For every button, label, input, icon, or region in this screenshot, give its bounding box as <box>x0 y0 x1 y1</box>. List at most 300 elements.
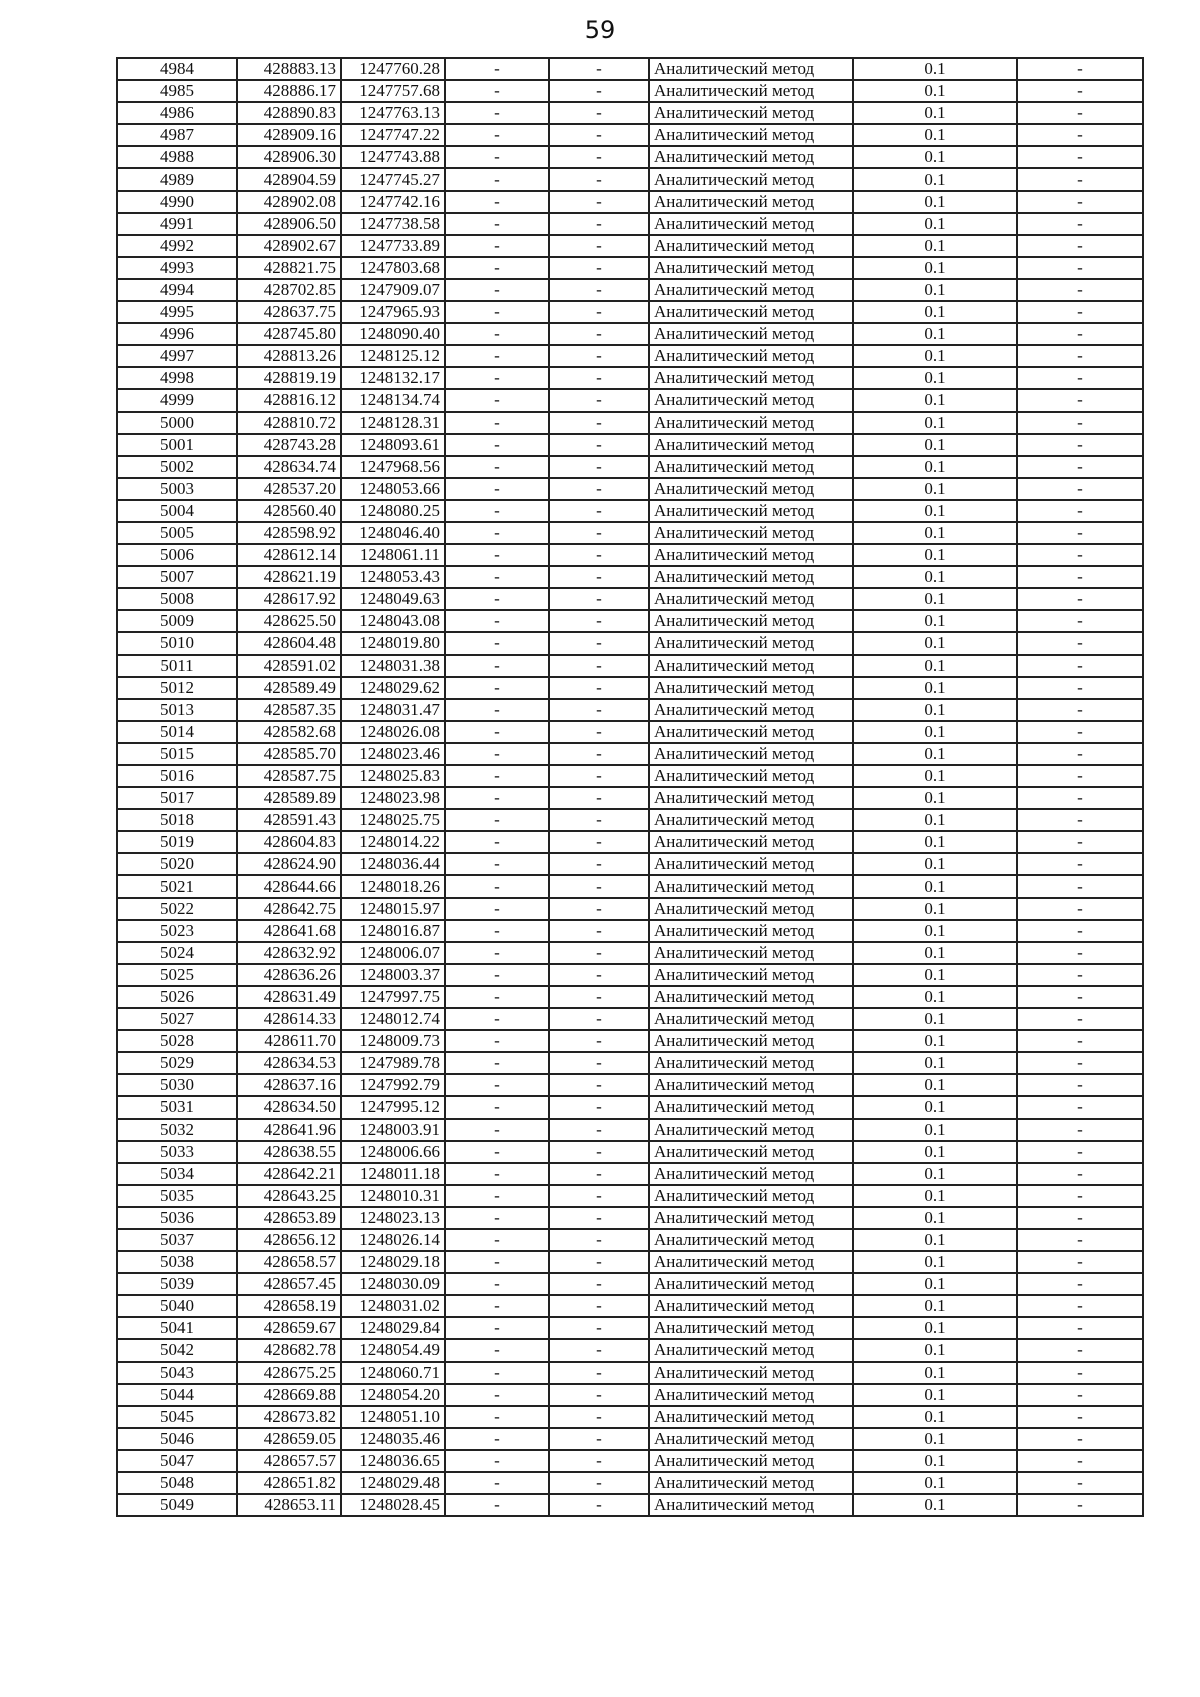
dash-cell: - <box>549 699 649 721</box>
method-cell: Аналитический метод <box>649 655 853 677</box>
x-coordinate-cell: 428589.49 <box>237 677 341 699</box>
x-coordinate-cell: 428651.82 <box>237 1472 341 1494</box>
x-coordinate-cell: 428612.14 <box>237 544 341 566</box>
dash-cell: - <box>549 257 649 279</box>
x-coordinate-cell: 428658.19 <box>237 1295 341 1317</box>
x-coordinate-cell: 428906.50 <box>237 213 341 235</box>
y-coordinate-cell: 1247747.22 <box>341 124 445 146</box>
method-cell: Аналитический метод <box>649 434 853 456</box>
dash-cell: - <box>549 235 649 257</box>
y-coordinate-cell: 1248031.02 <box>341 1295 445 1317</box>
method-cell: Аналитический метод <box>649 986 853 1008</box>
table-row <box>117 1229 1143 1251</box>
dash-cell: - <box>549 1428 649 1450</box>
precision-cell: 0.1 <box>853 1450 1017 1472</box>
x-coordinate-cell: 428643.25 <box>237 1185 341 1207</box>
method-cell: Аналитический метод <box>649 1119 853 1141</box>
x-coordinate-cell: 428604.48 <box>237 632 341 654</box>
precision-cell: 0.1 <box>853 677 1017 699</box>
dash-cell: - <box>549 301 649 323</box>
dash-cell: - <box>445 831 549 853</box>
table-row <box>117 1096 1143 1118</box>
point-number-cell: 5032 <box>117 1119 237 1141</box>
dash-cell: - <box>1017 964 1143 986</box>
precision-cell: 0.1 <box>853 522 1017 544</box>
table-row <box>117 1141 1143 1163</box>
y-coordinate-cell: 1247757.68 <box>341 80 445 102</box>
dash-cell: - <box>549 102 649 124</box>
x-coordinate-cell: 428821.75 <box>237 257 341 279</box>
dash-cell: - <box>1017 566 1143 588</box>
y-coordinate-cell: 1247738.58 <box>341 213 445 235</box>
dash-cell: - <box>445 1362 549 1384</box>
dash-cell: - <box>549 677 649 699</box>
dash-cell: - <box>1017 412 1143 434</box>
dash-cell: - <box>1017 80 1143 102</box>
dash-cell: - <box>1017 279 1143 301</box>
precision-cell: 0.1 <box>853 1096 1017 1118</box>
dash-cell: - <box>1017 1494 1143 1516</box>
x-coordinate-cell: 428641.68 <box>237 920 341 942</box>
dash-cell: - <box>1017 1317 1143 1339</box>
page-number: 59 <box>584 16 616 44</box>
table-row <box>117 58 1143 80</box>
dash-cell: - <box>549 1030 649 1052</box>
y-coordinate-cell: 1248049.63 <box>341 588 445 610</box>
table-row <box>117 1295 1143 1317</box>
method-cell: Аналитический метод <box>649 544 853 566</box>
x-coordinate-cell: 428657.57 <box>237 1450 341 1472</box>
dash-cell: - <box>1017 1295 1143 1317</box>
precision-cell: 0.1 <box>853 146 1017 168</box>
point-number-cell: 5029 <box>117 1052 237 1074</box>
point-number-cell: 5046 <box>117 1428 237 1450</box>
table-row <box>117 743 1143 765</box>
method-cell: Аналитический метод <box>649 500 853 522</box>
table-row <box>117 1008 1143 1030</box>
dash-cell: - <box>445 1428 549 1450</box>
x-coordinate-cell: 428637.16 <box>237 1074 341 1096</box>
table-row <box>117 412 1143 434</box>
table-row <box>117 345 1143 367</box>
table-row <box>117 1207 1143 1229</box>
point-number-cell: 5011 <box>117 655 237 677</box>
precision-cell: 0.1 <box>853 1207 1017 1229</box>
point-number-cell: 5008 <box>117 588 237 610</box>
method-cell: Аналитический метод <box>649 853 853 875</box>
y-coordinate-cell: 1248016.87 <box>341 920 445 942</box>
dash-cell: - <box>549 610 649 632</box>
point-number-cell: 5020 <box>117 853 237 875</box>
dash-cell: - <box>445 146 549 168</box>
dash-cell: - <box>1017 677 1143 699</box>
y-coordinate-cell: 1248031.47 <box>341 699 445 721</box>
dash-cell: - <box>1017 1207 1143 1229</box>
y-coordinate-cell: 1248134.74 <box>341 389 445 411</box>
method-cell: Аналитический метод <box>649 1207 853 1229</box>
dash-cell: - <box>549 964 649 986</box>
point-number-cell: 4998 <box>117 367 237 389</box>
method-cell: Аналитический метод <box>649 1339 853 1361</box>
table-row <box>117 1074 1143 1096</box>
y-coordinate-cell: 1248054.20 <box>341 1384 445 1406</box>
dash-cell: - <box>445 478 549 500</box>
precision-cell: 0.1 <box>853 610 1017 632</box>
precision-cell: 0.1 <box>853 853 1017 875</box>
x-coordinate-cell: 428743.28 <box>237 434 341 456</box>
point-number-cell: 5013 <box>117 699 237 721</box>
dash-cell: - <box>1017 1428 1143 1450</box>
table-row <box>117 1406 1143 1428</box>
point-number-cell: 5041 <box>117 1317 237 1339</box>
dash-cell: - <box>549 1362 649 1384</box>
dash-cell: - <box>549 1141 649 1163</box>
table-row <box>117 920 1143 942</box>
dash-cell: - <box>445 1119 549 1141</box>
precision-cell: 0.1 <box>853 964 1017 986</box>
y-coordinate-cell: 1248018.26 <box>341 875 445 897</box>
precision-cell: 0.1 <box>853 478 1017 500</box>
dash-cell: - <box>1017 1096 1143 1118</box>
dash-cell: - <box>1017 1119 1143 1141</box>
dash-cell: - <box>1017 1185 1143 1207</box>
dash-cell: - <box>549 1229 649 1251</box>
x-coordinate-cell: 428657.45 <box>237 1273 341 1295</box>
precision-cell: 0.1 <box>853 942 1017 964</box>
y-coordinate-cell: 1248029.48 <box>341 1472 445 1494</box>
point-number-cell: 5021 <box>117 875 237 897</box>
point-number-cell: 5043 <box>117 1362 237 1384</box>
point-number-cell: 5004 <box>117 500 237 522</box>
dash-cell: - <box>549 853 649 875</box>
point-number-cell: 5000 <box>117 412 237 434</box>
table-row <box>117 500 1143 522</box>
dash-cell: - <box>549 544 649 566</box>
dash-cell: - <box>549 1008 649 1030</box>
y-coordinate-cell: 1248006.07 <box>341 942 445 964</box>
x-coordinate-cell: 428587.75 <box>237 765 341 787</box>
dash-cell: - <box>1017 102 1143 124</box>
dash-cell: - <box>1017 743 1143 765</box>
method-cell: Аналитический метод <box>649 677 853 699</box>
dash-cell: - <box>445 677 549 699</box>
table-row <box>117 875 1143 897</box>
point-number-cell: 5023 <box>117 920 237 942</box>
method-cell: Аналитический метод <box>649 699 853 721</box>
method-cell: Аналитический метод <box>649 1052 853 1074</box>
point-number-cell: 5012 <box>117 677 237 699</box>
y-coordinate-cell: 1248029.18 <box>341 1251 445 1273</box>
x-coordinate-cell: 428582.68 <box>237 721 341 743</box>
y-coordinate-cell: 1248003.91 <box>341 1119 445 1141</box>
precision-cell: 0.1 <box>853 1406 1017 1428</box>
y-coordinate-cell: 1247909.07 <box>341 279 445 301</box>
point-number-cell: 4984 <box>117 58 237 80</box>
precision-cell: 0.1 <box>853 456 1017 478</box>
dash-cell: - <box>445 323 549 345</box>
dash-cell: - <box>549 367 649 389</box>
precision-cell: 0.1 <box>853 544 1017 566</box>
table-row <box>117 898 1143 920</box>
dash-cell: - <box>445 345 549 367</box>
point-number-cell: 5030 <box>117 1074 237 1096</box>
table-row <box>117 389 1143 411</box>
dash-cell: - <box>445 743 549 765</box>
table-row <box>117 942 1143 964</box>
dash-cell: - <box>1017 898 1143 920</box>
point-number-cell: 5014 <box>117 721 237 743</box>
precision-cell: 0.1 <box>853 168 1017 190</box>
dash-cell: - <box>549 1494 649 1516</box>
precision-cell: 0.1 <box>853 102 1017 124</box>
dash-cell: - <box>445 920 549 942</box>
dash-cell: - <box>445 102 549 124</box>
method-cell: Аналитический метод <box>649 1450 853 1472</box>
table-row <box>117 1052 1143 1074</box>
dash-cell: - <box>445 434 549 456</box>
dash-cell: - <box>549 1406 649 1428</box>
table-row <box>117 213 1143 235</box>
dash-cell: - <box>445 964 549 986</box>
dash-cell: - <box>445 632 549 654</box>
point-number-cell: 5026 <box>117 986 237 1008</box>
y-coordinate-cell: 1247803.68 <box>341 257 445 279</box>
dash-cell: - <box>445 1472 549 1494</box>
dash-cell: - <box>445 213 549 235</box>
method-cell: Аналитический метод <box>649 191 853 213</box>
dash-cell: - <box>1017 1273 1143 1295</box>
point-number-cell: 5045 <box>117 1406 237 1428</box>
y-coordinate-cell: 1248029.62 <box>341 677 445 699</box>
precision-cell: 0.1 <box>853 279 1017 301</box>
dash-cell: - <box>445 853 549 875</box>
table-row <box>117 1251 1143 1273</box>
table-row <box>117 986 1143 1008</box>
method-cell: Аналитический метод <box>649 743 853 765</box>
point-number-cell: 4986 <box>117 102 237 124</box>
table-row <box>117 279 1143 301</box>
precision-cell: 0.1 <box>853 920 1017 942</box>
dash-cell: - <box>445 1008 549 1030</box>
dash-cell: - <box>549 1450 649 1472</box>
x-coordinate-cell: 428560.40 <box>237 500 341 522</box>
dash-cell: - <box>549 412 649 434</box>
point-number-cell: 5015 <box>117 743 237 765</box>
point-number-cell: 5039 <box>117 1273 237 1295</box>
point-number-cell: 5005 <box>117 522 237 544</box>
dash-cell: - <box>445 301 549 323</box>
method-cell: Аналитический метод <box>649 1096 853 1118</box>
precision-cell: 0.1 <box>853 58 1017 80</box>
table-row <box>117 699 1143 721</box>
y-coordinate-cell: 1248125.12 <box>341 345 445 367</box>
y-coordinate-cell: 1248023.46 <box>341 743 445 765</box>
point-number-cell: 4987 <box>117 124 237 146</box>
method-cell: Аналитический метод <box>649 102 853 124</box>
dash-cell: - <box>445 566 549 588</box>
point-number-cell: 4999 <box>117 389 237 411</box>
x-coordinate-cell: 428653.89 <box>237 1207 341 1229</box>
x-coordinate-cell: 428745.80 <box>237 323 341 345</box>
y-coordinate-cell: 1247968.56 <box>341 456 445 478</box>
precision-cell: 0.1 <box>853 1119 1017 1141</box>
dash-cell: - <box>445 1185 549 1207</box>
table-row <box>117 367 1143 389</box>
table-row <box>117 102 1143 124</box>
precision-cell: 0.1 <box>853 500 1017 522</box>
precision-cell: 0.1 <box>853 80 1017 102</box>
dash-cell: - <box>445 721 549 743</box>
point-number-cell: 5017 <box>117 787 237 809</box>
precision-cell: 0.1 <box>853 367 1017 389</box>
precision-cell: 0.1 <box>853 566 1017 588</box>
precision-cell: 0.1 <box>853 389 1017 411</box>
table-row <box>117 677 1143 699</box>
dash-cell: - <box>445 942 549 964</box>
table-row <box>117 1384 1143 1406</box>
dash-cell: - <box>445 257 549 279</box>
method-cell: Аналитический метод <box>649 942 853 964</box>
dash-cell: - <box>1017 1163 1143 1185</box>
table-row <box>117 1494 1143 1516</box>
x-coordinate-cell: 428604.83 <box>237 831 341 853</box>
point-number-cell: 5034 <box>117 1163 237 1185</box>
x-coordinate-cell: 428591.02 <box>237 655 341 677</box>
precision-cell: 0.1 <box>853 1229 1017 1251</box>
y-coordinate-cell: 1248036.44 <box>341 853 445 875</box>
x-coordinate-cell: 428624.90 <box>237 853 341 875</box>
dash-cell: - <box>445 809 549 831</box>
method-cell: Аналитический метод <box>649 412 853 434</box>
dash-cell: - <box>445 1229 549 1251</box>
method-cell: Аналитический метод <box>649 257 853 279</box>
table-row <box>117 544 1143 566</box>
dash-cell: - <box>1017 1384 1143 1406</box>
dash-cell: - <box>549 787 649 809</box>
precision-cell: 0.1 <box>853 124 1017 146</box>
point-number-cell: 5024 <box>117 942 237 964</box>
point-number-cell: 4989 <box>117 168 237 190</box>
y-coordinate-cell: 1248128.31 <box>341 412 445 434</box>
point-number-cell: 5038 <box>117 1251 237 1273</box>
table-row <box>117 1450 1143 1472</box>
dash-cell: - <box>549 655 649 677</box>
method-cell: Аналитический метод <box>649 610 853 632</box>
x-coordinate-cell: 428637.75 <box>237 301 341 323</box>
dash-cell: - <box>445 1163 549 1185</box>
method-cell: Аналитический метод <box>649 124 853 146</box>
y-coordinate-cell: 1248030.09 <box>341 1273 445 1295</box>
method-cell: Аналитический метод <box>649 58 853 80</box>
point-number-cell: 5010 <box>117 632 237 654</box>
precision-cell: 0.1 <box>853 213 1017 235</box>
dash-cell: - <box>445 898 549 920</box>
x-coordinate-cell: 428634.74 <box>237 456 341 478</box>
dash-cell: - <box>445 1273 549 1295</box>
dash-cell: - <box>445 279 549 301</box>
x-coordinate-cell: 428702.85 <box>237 279 341 301</box>
y-coordinate-cell: 1247992.79 <box>341 1074 445 1096</box>
table-row <box>117 964 1143 986</box>
dash-cell: - <box>1017 345 1143 367</box>
table-row <box>117 478 1143 500</box>
dash-cell: - <box>445 456 549 478</box>
dash-cell: - <box>1017 522 1143 544</box>
y-coordinate-cell: 1248090.40 <box>341 323 445 345</box>
precision-cell: 0.1 <box>853 787 1017 809</box>
x-coordinate-cell: 428634.50 <box>237 1096 341 1118</box>
dash-cell: - <box>1017 787 1143 809</box>
y-coordinate-cell: 1248046.40 <box>341 522 445 544</box>
x-coordinate-cell: 428906.30 <box>237 146 341 168</box>
y-coordinate-cell: 1248031.38 <box>341 655 445 677</box>
dash-cell: - <box>1017 853 1143 875</box>
method-cell: Аналитический метод <box>649 875 853 897</box>
dash-cell: - <box>1017 456 1143 478</box>
dash-cell: - <box>445 500 549 522</box>
precision-cell: 0.1 <box>853 235 1017 257</box>
x-coordinate-cell: 428644.66 <box>237 875 341 897</box>
method-cell: Аналитический метод <box>649 1030 853 1052</box>
dash-cell: - <box>549 323 649 345</box>
method-cell: Аналитический метод <box>649 632 853 654</box>
precision-cell: 0.1 <box>853 345 1017 367</box>
table-row <box>117 588 1143 610</box>
dash-cell: - <box>445 1450 549 1472</box>
dash-cell: - <box>549 1163 649 1185</box>
method-cell: Аналитический метод <box>649 1406 853 1428</box>
precision-cell: 0.1 <box>853 655 1017 677</box>
y-coordinate-cell: 1248026.08 <box>341 721 445 743</box>
point-number-cell: 4988 <box>117 146 237 168</box>
dash-cell: - <box>445 787 549 809</box>
x-coordinate-cell: 428598.92 <box>237 522 341 544</box>
method-cell: Аналитический метод <box>649 1428 853 1450</box>
method-cell: Аналитический метод <box>649 1295 853 1317</box>
precision-cell: 0.1 <box>853 1428 1017 1450</box>
precision-cell: 0.1 <box>853 743 1017 765</box>
table-row <box>117 655 1143 677</box>
dash-cell: - <box>1017 1406 1143 1428</box>
dash-cell: - <box>1017 478 1143 500</box>
point-number-cell: 5031 <box>117 1096 237 1118</box>
precision-cell: 0.1 <box>853 1317 1017 1339</box>
dash-cell: - <box>549 566 649 588</box>
point-number-cell: 5048 <box>117 1472 237 1494</box>
dash-cell: - <box>549 942 649 964</box>
point-number-cell: 5028 <box>117 1030 237 1052</box>
dash-cell: - <box>445 522 549 544</box>
table-row <box>117 1030 1143 1052</box>
x-coordinate-cell: 428656.12 <box>237 1229 341 1251</box>
table-row <box>117 1163 1143 1185</box>
x-coordinate-cell: 428909.16 <box>237 124 341 146</box>
dash-cell: - <box>549 632 649 654</box>
method-cell: Аналитический метод <box>649 323 853 345</box>
table-row <box>117 323 1143 345</box>
dash-cell: - <box>1017 875 1143 897</box>
y-coordinate-cell: 1248011.18 <box>341 1163 445 1185</box>
dash-cell: - <box>1017 235 1143 257</box>
y-coordinate-cell: 1248012.74 <box>341 1008 445 1030</box>
precision-cell: 0.1 <box>853 809 1017 831</box>
precision-cell: 0.1 <box>853 301 1017 323</box>
x-coordinate-cell: 428621.19 <box>237 566 341 588</box>
table-row <box>117 1362 1143 1384</box>
point-number-cell: 4995 <box>117 301 237 323</box>
dash-cell: - <box>1017 1074 1143 1096</box>
precision-cell: 0.1 <box>853 699 1017 721</box>
